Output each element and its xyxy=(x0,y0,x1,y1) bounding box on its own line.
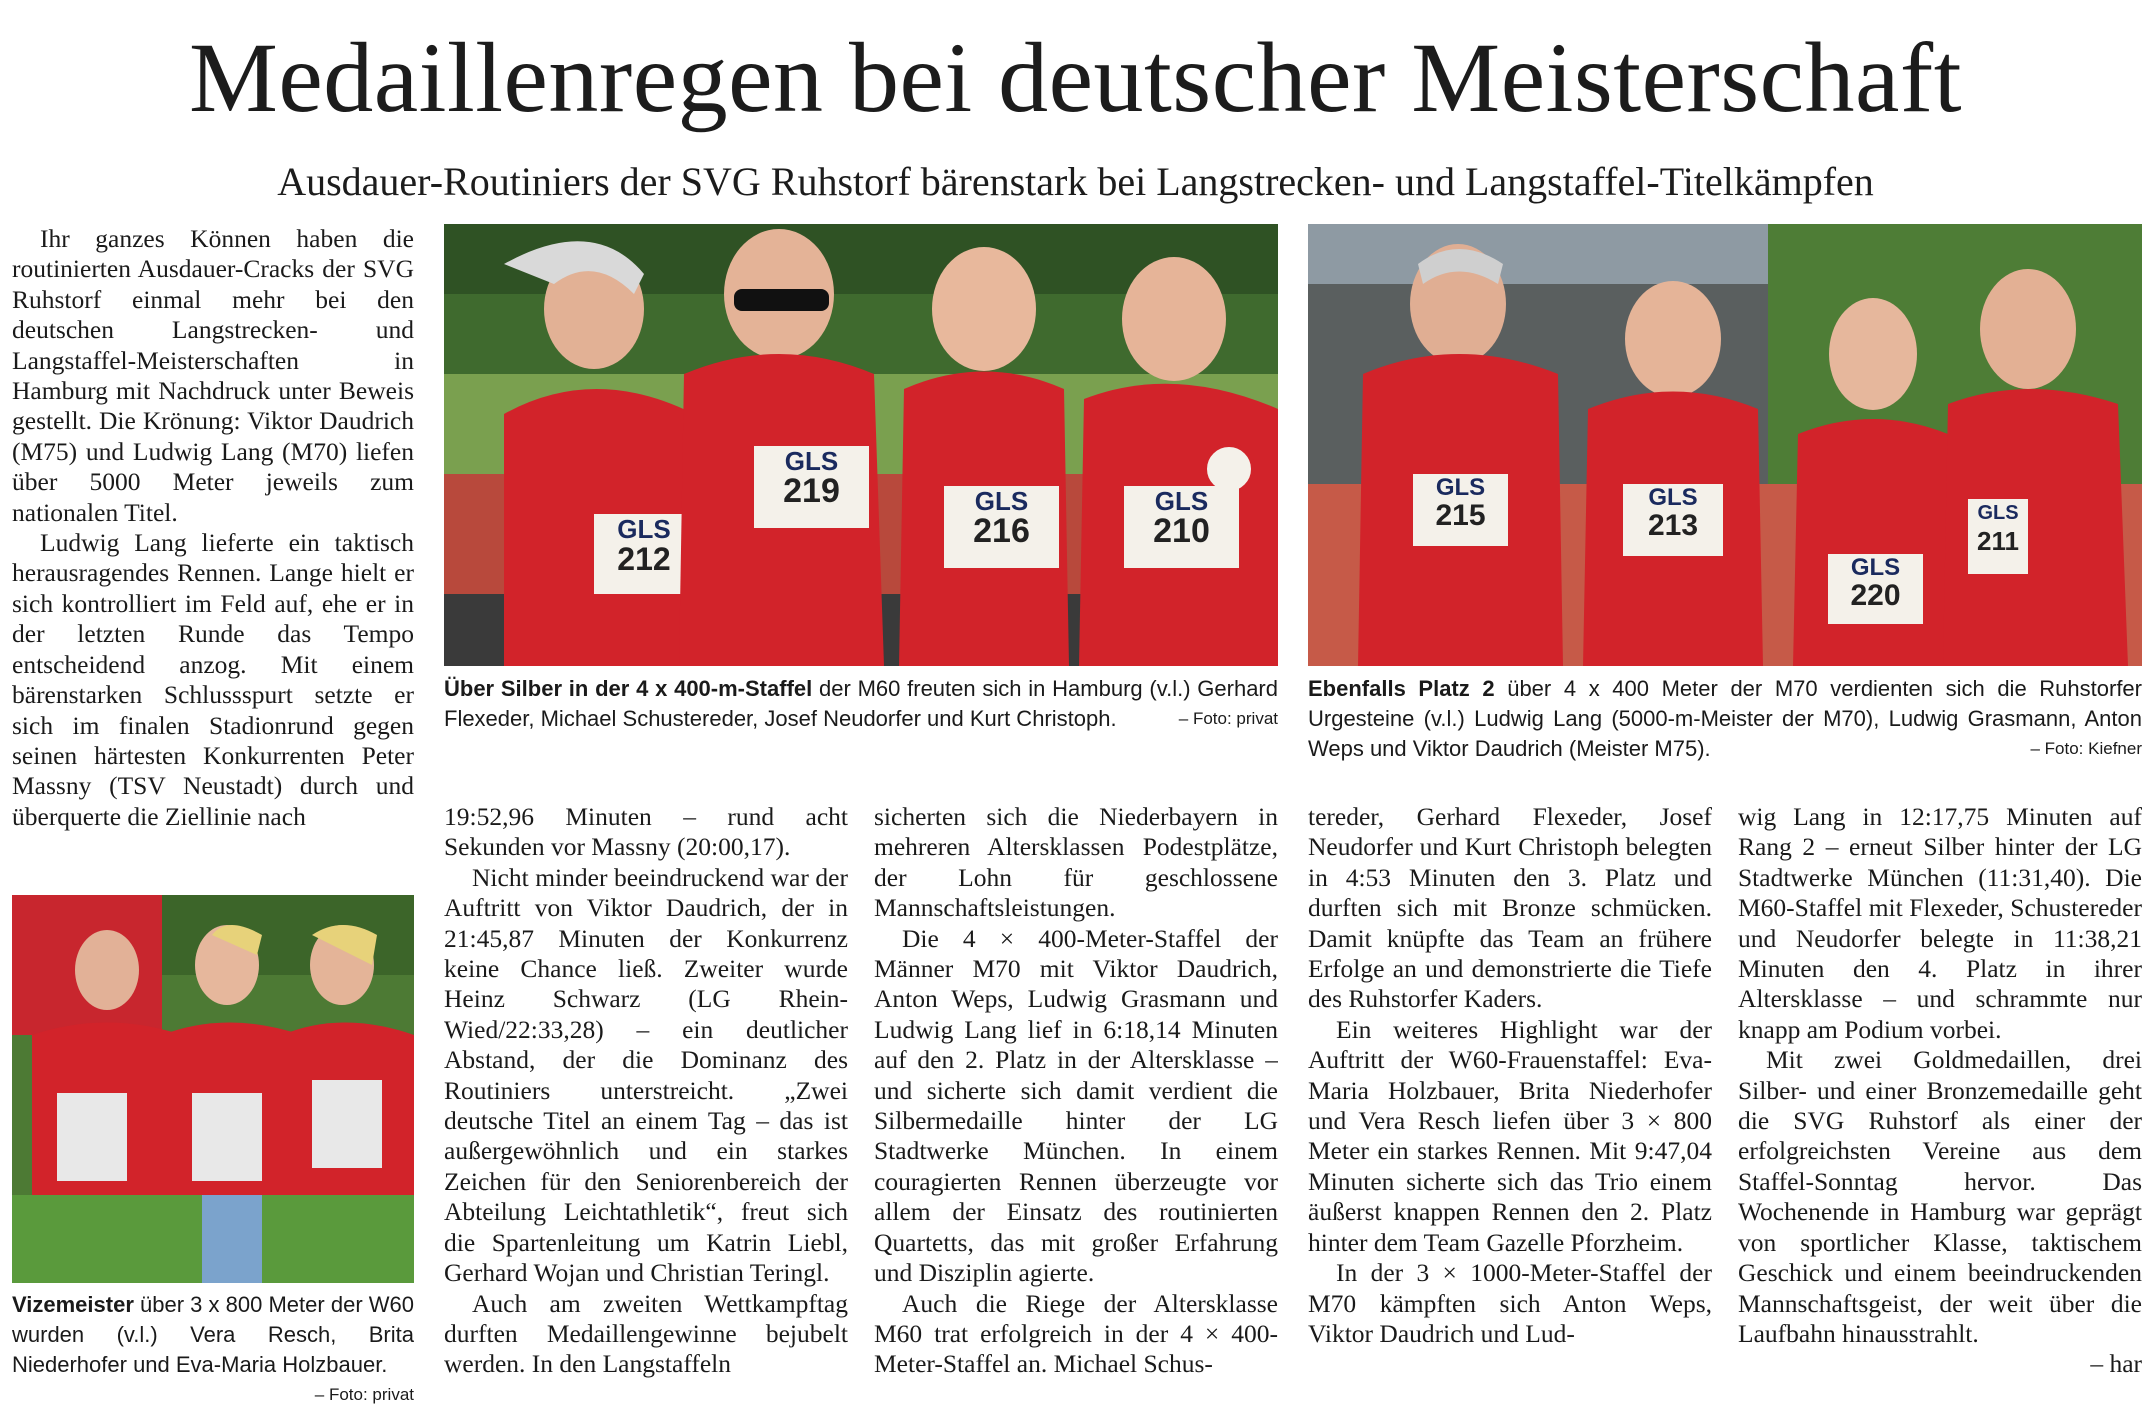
bib-number: 212 xyxy=(617,541,671,577)
article-column-4 xyxy=(1308,802,1712,1420)
caption-text: über 4 x 400 Meter der M70 verdienten sich die Ruhstorfer Urgesteine (v.l.) Ludwig Lang (5000-m-Meister der M70), Ludwig Grasmann, Anton Weps und Viktor Daudrich (Meister M75). xyxy=(1308,676,2142,761)
paragraph: Ludwig Lang lieferte ein taktisch herausragendes Rennen. Lange hielt er sich kontrolliert im Feld auf, ehe er in der letzten Runde das Tempo entscheidend anzog. Mit einem bärenstarken Schlussspurt setzte er sich im finalen Stadionrund gegen seinen härtesten Konkurrenten Peter Massny (TSV Neustadt) durch und überquerte die Ziellinie nach xyxy=(12,528,414,831)
photo-m70-caption xyxy=(1308,674,2142,764)
bib-number: 219 xyxy=(783,472,840,510)
bib-number: 211 xyxy=(1977,526,2019,556)
photo-w60-relay xyxy=(12,895,414,1283)
photo-credit: – Foto: privat xyxy=(1178,709,1278,728)
bib xyxy=(1413,474,1508,530)
bib xyxy=(944,486,1059,550)
article-column-5 xyxy=(1738,802,2142,1420)
article-column-3 xyxy=(874,802,1278,1420)
paragraph: wig Lang in 12:17,75 Minuten auf Rang 2 – erneut Silber hinter der LG Stadtwerke München (11:31,40). Die M60-Staffel mit Flexeder, Schustereder und Neudorfer belegte in 11:38,21 Minuten den 4. Platz in ihrer Altersklasse – und schrammte nur knapp am Podium vorbei. xyxy=(1738,802,2142,1044)
paragraph: Nicht minder beeindruckend war der Auftritt von Viktor Daudrich, der in 21:45,87 Minuten der Konkurrenz keine Chance ließ. Zweiter wurde Heinz Schwarz (LG Rhein-Wied/22:33,28) – ein deutlicher Abstand, der die Dominanz des Routiniers unterstreicht. „Zwei deutsche Titel an einem Tag – das ist außergewöhnlich und ein starkes Zeichen für den Seniorenbereich der Abteilung Leichtathletik“, freut sich die Spartenleitung um Katrin Liebl, Gerhard Wojan und Christian Teringl. xyxy=(444,862,848,1288)
caption-lead: Über Silber in der 4 x 400-m-Staffel xyxy=(444,676,813,701)
paragraph: Auch die Riege der Altersklasse M60 trat erfolgreich in der 4 × 400-Meter-Staffel an. Michael Schus- xyxy=(874,1288,1278,1379)
bib-number: 213 xyxy=(1647,509,1699,542)
paragraph: In der 3 × 1000-Meter-Staffel der M70 kämpften sich Anton Weps, Viktor Daudrich und Lud- xyxy=(1308,1258,1712,1348)
photo-m60-caption xyxy=(444,674,1278,734)
photo-w60-relay-image xyxy=(12,895,414,1283)
bib-brand: GLS xyxy=(974,486,1029,516)
paragraph: Ihr ganzes Können haben die routinierten Ausdauer-Cracks der SVG Ruhstorf einmal mehr bei den deutschen Langstrecken- und Langstaffel-Meisterschaften in Hamburg mit Nachdruck unter Beweis gestellt. Die Krönung: Viktor Daudrich (M75) und Ludwig Lang (M70) liefen über 5000 Meter jeweils zum nationalen Titel. xyxy=(12,224,414,527)
photo-credit: – Foto: privat xyxy=(314,1385,414,1404)
photo-m70-relay xyxy=(1308,224,2142,666)
bib-number: 216 xyxy=(973,512,1030,550)
subheadline: Ausdauer-Routiniers der SVG Ruhstorf bärenstark bei Langstrecken- und Langstaffel-Titelkämpfen xyxy=(277,159,1874,204)
bib-number: 220 xyxy=(1850,579,1901,612)
paragraph: 19:52,96 Minuten – rund acht Sekunden vor Massny (20:00,17). xyxy=(444,802,848,862)
caption-text: der M60 freuten sich in Hamburg (v.l.) Gerhard Flexeder, Michael Schustereder, Josef Neudorfer und Kurt Christoph. xyxy=(444,676,1278,731)
bib-number: 210 xyxy=(1153,512,1210,550)
photo-m60-relay xyxy=(444,224,1278,666)
photo-credit: – Foto: Kiefner xyxy=(2030,739,2142,758)
bib xyxy=(1828,554,1923,610)
article-column-1 xyxy=(12,224,414,872)
photo-w60-caption xyxy=(12,1290,414,1410)
photo-m70-relay-image xyxy=(1308,224,2142,666)
bib-brand: GLS xyxy=(1648,484,1698,511)
paragraph: sicherten sich die Niederbayern in mehreren Altersklassen Podestplätze, der Lohn für geschlossene Mannschaftsleistungen. xyxy=(874,802,1278,923)
caption-lead: Vizemeister xyxy=(12,1292,134,1317)
bib-brand: GLS xyxy=(617,514,671,544)
paragraph: Ein weiteres Highlight war der Auftritt der W60-Frauenstaffel: Eva-Maria Holzbauer, Brita Niederhofer und Vera Resch liefen über 3 × 800 Meter ein starkes Rennen. Mit 9:47,04 Minuten sicherte sich das Trio einem äußerst knappen Rennen den 2. Platz hinter dem Team Gazelle Pforzheim. xyxy=(1308,1014,1712,1257)
paragraph: Mit zwei Goldmedaillen, drei Silber- und einer Bronzemedaille geht die SVG Ruhstorf als einer der erfolgreichsten Vereine aus dem Staffel-Sonntag hervor. Das Wochenende in Hamburg war geprägt von sportlicher Klasse, taktischem Geschick und einem beeindruckenden Mannschaftsgeist, der weit über die Laufbahn hinausstrahlt. xyxy=(1738,1045,2142,1348)
caption-lead: Ebenfalls Platz 2 xyxy=(1308,676,1495,701)
paragraph: Die 4 × 400-Meter-Staffel der Männer M70 mit Viktor Daudrich, Anton Weps, Ludwig Grasmann und Ludwig Lang lief in 6:18,14 Minuten auf den 2. Platz in der Altersklasse – und sicherte sich damit verdient die Silbermedaille hinter der LG Stadtwerke München. In einem couragierten Rennen überzeugte vor allem der Einsatz des routinierten Quartetts, das mit großer Erfahrung und Disziplin agierte. xyxy=(874,923,1278,1288)
paragraph: Auch am zweiten Wettkampftag durften Medaillengewinne bejubelt werden. In den Langstaffeln xyxy=(444,1288,848,1379)
bib-brand: GLS xyxy=(1850,554,1901,581)
bib-brand: GLS xyxy=(1977,502,2019,524)
bib xyxy=(1124,486,1239,550)
photo-m60-relay-image xyxy=(444,224,1278,666)
bib xyxy=(594,514,694,577)
caption-text: über 3 x 800 Meter der W60 wurden (v.l.) Vera Resch, Brita Niederhofer und Eva-Maria Holzbauer. xyxy=(12,1292,414,1377)
headline: Medaillenregen bei deutscher Meisterschaft xyxy=(188,22,1963,133)
bib xyxy=(1623,484,1723,540)
bib xyxy=(754,446,869,510)
author-signature: – har xyxy=(2090,1349,2142,1379)
bib-number: 215 xyxy=(1435,499,1486,532)
bib xyxy=(1968,499,2028,555)
article-column-2 xyxy=(444,802,848,1420)
bib-brand: GLS xyxy=(784,446,839,476)
bib-brand: GLS xyxy=(1435,474,1486,501)
bib-brand: GLS xyxy=(1154,486,1209,516)
paragraph: tereder, Gerhard Flexeder, Josef Neudorfer und Kurt Christoph belegten in 4:53 Minuten den 3. Platz und durften sich mit Bronze schmücken. Damit knüpfte das Team an frühere Erfolge an und demonstrierte die Tiefe des Ruhstorfer Kaders. xyxy=(1308,802,1712,1014)
